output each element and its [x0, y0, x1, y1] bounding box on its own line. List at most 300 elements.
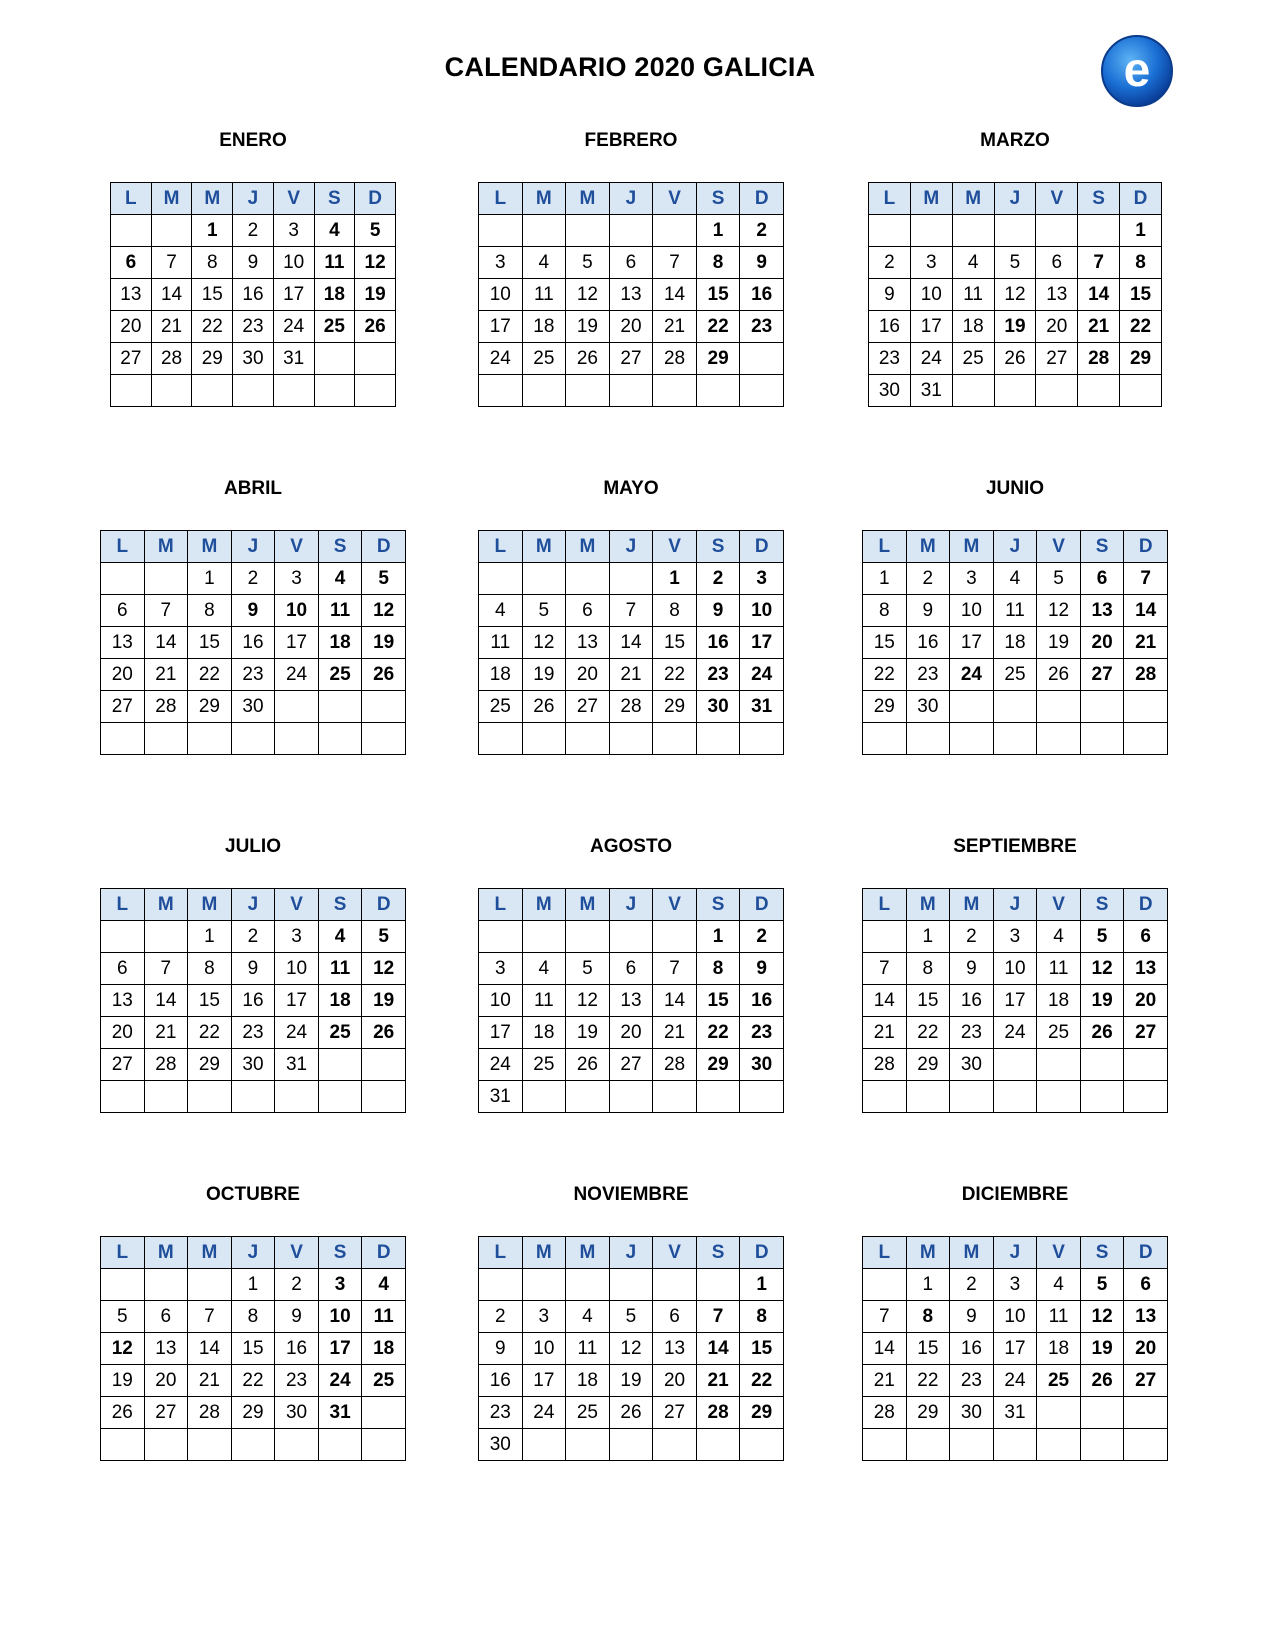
day-cell: 1: [863, 563, 907, 595]
month-title: MARZO: [980, 130, 1050, 151]
weekday-header: M: [151, 183, 192, 215]
day-cell: 20: [1124, 985, 1168, 1017]
day-cell: 30: [479, 1429, 523, 1461]
day-cell: 1: [696, 921, 740, 953]
day-cell: 9: [479, 1333, 523, 1365]
day-cell: 18: [318, 627, 362, 659]
weekday-header: M: [910, 183, 952, 215]
day-cell: 19: [566, 1017, 610, 1049]
day-cell: 17: [993, 985, 1037, 1017]
day-cell: 27: [1036, 343, 1078, 375]
day-cell: 21: [609, 659, 653, 691]
week-row: [479, 375, 784, 407]
day-cell: 23: [740, 1017, 784, 1049]
day-cell: 5: [1080, 1269, 1124, 1301]
day-cell: 3: [318, 1269, 362, 1301]
day-cell: 9: [950, 1301, 994, 1333]
day-cell: 16: [906, 627, 950, 659]
day-cell: 26: [1080, 1365, 1124, 1397]
empty-cell: [522, 921, 566, 953]
empty-cell: [231, 723, 275, 755]
day-cell: 19: [1080, 1333, 1124, 1365]
day-cell: 24: [318, 1365, 362, 1397]
weekday-header: M: [950, 889, 994, 921]
day-cell: 7: [653, 953, 697, 985]
empty-cell: [479, 921, 523, 953]
weekday-header: S: [696, 1237, 740, 1269]
day-cell: 26: [101, 1397, 145, 1429]
day-cell: 20: [111, 311, 152, 343]
empty-cell: [1037, 1397, 1081, 1429]
day-cell: 16: [950, 985, 994, 1017]
week-row: [479, 985, 784, 1017]
weekday-header: V: [653, 531, 697, 563]
day-cell: 20: [609, 1017, 653, 1049]
day-cell: 29: [696, 343, 740, 375]
empty-cell: [1124, 1081, 1168, 1113]
empty-cell: [522, 563, 566, 595]
empty-cell: [144, 921, 188, 953]
weekday-header: J: [231, 531, 275, 563]
weekday-header-row: [479, 531, 784, 563]
day-cell: 28: [1078, 343, 1120, 375]
day-cell: 27: [101, 691, 145, 723]
empty-cell: [101, 1429, 145, 1461]
day-cell: 18: [1037, 985, 1081, 1017]
month-table: [478, 182, 784, 407]
day-cell: 31: [910, 375, 952, 407]
day-cell: 19: [362, 985, 406, 1017]
week-row: [479, 921, 784, 953]
day-cell: 3: [522, 1301, 566, 1333]
empty-cell: [318, 1081, 362, 1113]
day-cell: 9: [950, 953, 994, 985]
month-table: [100, 888, 406, 1113]
day-cell: 12: [1080, 953, 1124, 985]
day-cell: 19: [101, 1365, 145, 1397]
day-cell: 24: [275, 659, 319, 691]
day-cell: 21: [144, 659, 188, 691]
weekday-header: J: [993, 889, 1037, 921]
day-cell: 15: [906, 985, 950, 1017]
weekday-header: M: [566, 183, 610, 215]
weekday-header: L: [111, 183, 152, 215]
weekday-header: S: [318, 889, 362, 921]
weekday-header: M: [522, 889, 566, 921]
day-cell: 2: [950, 1269, 994, 1301]
day-cell: 6: [144, 1301, 188, 1333]
empty-cell: [188, 1081, 232, 1113]
day-cell: 27: [609, 343, 653, 375]
empty-cell: [696, 723, 740, 755]
day-cell: 2: [231, 563, 275, 595]
weekday-header: S: [314, 183, 355, 215]
day-cell: 6: [1036, 247, 1078, 279]
empty-cell: [863, 1081, 907, 1113]
day-cell: 20: [1080, 627, 1124, 659]
weekday-header: M: [566, 531, 610, 563]
week-row: [101, 1333, 406, 1365]
day-cell: 17: [479, 311, 523, 343]
day-cell: 18: [993, 627, 1037, 659]
day-cell: 2: [950, 921, 994, 953]
day-cell: 17: [318, 1333, 362, 1365]
week-row: [101, 921, 406, 953]
day-cell: 23: [696, 659, 740, 691]
empty-cell: [522, 723, 566, 755]
weekday-header-row: [863, 531, 1168, 563]
empty-cell: [696, 1269, 740, 1301]
weekday-header: L: [863, 889, 907, 921]
empty-cell: [188, 1269, 232, 1301]
day-cell: 23: [950, 1365, 994, 1397]
weekday-header: D: [362, 1237, 406, 1269]
empty-cell: [362, 723, 406, 755]
weekday-header: D: [740, 183, 784, 215]
day-cell: 14: [144, 627, 188, 659]
day-cell: 1: [1120, 215, 1162, 247]
day-cell: 2: [906, 563, 950, 595]
day-cell: 9: [233, 247, 274, 279]
empty-cell: [314, 343, 355, 375]
weekday-header: S: [696, 531, 740, 563]
empty-cell: [101, 921, 145, 953]
weekday-header: V: [1037, 889, 1081, 921]
empty-cell: [609, 921, 653, 953]
day-cell: 4: [1037, 921, 1081, 953]
day-cell: 10: [993, 1301, 1037, 1333]
month-table: [110, 182, 396, 407]
month-julio: [100, 836, 406, 1136]
week-row: [101, 1081, 406, 1113]
empty-cell: [950, 723, 994, 755]
weekday-header: V: [1037, 1237, 1081, 1269]
day-cell: 22: [696, 311, 740, 343]
empty-cell: [1124, 723, 1168, 755]
day-cell: 5: [994, 247, 1036, 279]
day-cell: 23: [479, 1397, 523, 1429]
day-cell: 30: [950, 1049, 994, 1081]
empty-cell: [188, 1429, 232, 1461]
week-row: [101, 723, 406, 755]
day-cell: 2: [740, 215, 784, 247]
empty-cell: [144, 1081, 188, 1113]
week-row: [479, 247, 784, 279]
day-cell: 7: [144, 953, 188, 985]
day-cell: 8: [906, 1301, 950, 1333]
month-noviembre: [478, 1184, 784, 1484]
week-row: [111, 343, 396, 375]
day-cell: 16: [231, 985, 275, 1017]
weekday-header: J: [609, 889, 653, 921]
weekday-header: V: [273, 183, 314, 215]
day-cell: 24: [740, 659, 784, 691]
day-cell: 17: [910, 311, 952, 343]
day-cell: 22: [1120, 311, 1162, 343]
day-cell: 26: [566, 343, 610, 375]
empty-cell: [653, 1081, 697, 1113]
month-mayo: [478, 478, 784, 778]
empty-cell: [566, 921, 610, 953]
day-cell: 1: [231, 1269, 275, 1301]
empty-cell: [1124, 1049, 1168, 1081]
weekday-header-row: [869, 183, 1162, 215]
day-cell: 11: [1037, 1301, 1081, 1333]
weekday-header: D: [362, 889, 406, 921]
day-cell: 28: [696, 1397, 740, 1429]
empty-cell: [696, 1429, 740, 1461]
day-cell: 20: [1036, 311, 1078, 343]
day-cell: 24: [522, 1397, 566, 1429]
weekday-header: L: [863, 531, 907, 563]
empty-cell: [355, 343, 396, 375]
empty-cell: [863, 1429, 907, 1461]
week-row: [479, 953, 784, 985]
day-cell: 5: [362, 563, 406, 595]
week-row: [863, 1049, 1168, 1081]
day-cell: 18: [522, 311, 566, 343]
weekday-header: D: [1124, 531, 1168, 563]
empty-cell: [740, 343, 784, 375]
weekday-header: M: [188, 1237, 232, 1269]
day-cell: 16: [479, 1365, 523, 1397]
day-cell: 21: [188, 1365, 232, 1397]
day-cell: 11: [314, 247, 355, 279]
day-cell: 6: [101, 595, 145, 627]
weekday-header-row: [479, 183, 784, 215]
day-cell: 4: [522, 953, 566, 985]
week-row: [479, 723, 784, 755]
day-cell: 6: [111, 247, 152, 279]
day-cell: 3: [910, 247, 952, 279]
week-row: [101, 595, 406, 627]
month-table: [862, 1236, 1168, 1461]
week-row: [101, 563, 406, 595]
empty-cell: [144, 723, 188, 755]
day-cell: 8: [188, 953, 232, 985]
month-enero: [110, 130, 396, 430]
weekday-header: S: [696, 889, 740, 921]
day-cell: 4: [522, 247, 566, 279]
day-cell: 24: [910, 343, 952, 375]
day-cell: 1: [188, 921, 232, 953]
day-cell: 22: [192, 311, 233, 343]
weekday-header: M: [144, 889, 188, 921]
empty-cell: [740, 375, 784, 407]
weekday-header: D: [740, 1237, 784, 1269]
empty-cell: [609, 1429, 653, 1461]
day-cell: 23: [233, 311, 274, 343]
weekday-header: V: [275, 889, 319, 921]
day-cell: 19: [566, 311, 610, 343]
weekday-header: M: [192, 183, 233, 215]
empty-cell: [609, 563, 653, 595]
week-row: [479, 1049, 784, 1081]
weekday-header: M: [144, 1237, 188, 1269]
week-row: [101, 1017, 406, 1049]
day-cell: 30: [950, 1397, 994, 1429]
weekday-header-row: [863, 1237, 1168, 1269]
day-cell: 8: [188, 595, 232, 627]
day-cell: 7: [1078, 247, 1120, 279]
empty-cell: [863, 921, 907, 953]
weekday-header: S: [318, 1237, 362, 1269]
empty-cell: [609, 1081, 653, 1113]
day-cell: 24: [993, 1365, 1037, 1397]
day-cell: 23: [231, 1017, 275, 1049]
day-cell: 20: [101, 1017, 145, 1049]
day-cell: 25: [566, 1397, 610, 1429]
day-cell: 12: [1037, 595, 1081, 627]
day-cell: 18: [952, 311, 994, 343]
day-cell: 29: [188, 691, 232, 723]
day-cell: 24: [273, 311, 314, 343]
day-cell: 25: [1037, 1017, 1081, 1049]
day-cell: 13: [609, 279, 653, 311]
week-row: [479, 1365, 784, 1397]
day-cell: 22: [863, 659, 907, 691]
weekday-header-row: [863, 889, 1168, 921]
weekday-header: L: [479, 889, 523, 921]
day-cell: 8: [696, 953, 740, 985]
day-cell: 30: [696, 691, 740, 723]
empty-cell: [1080, 691, 1124, 723]
day-cell: 29: [906, 1397, 950, 1429]
day-cell: 4: [362, 1269, 406, 1301]
week-row: [863, 1397, 1168, 1429]
month-title: NOVIEMBRE: [573, 1184, 689, 1205]
week-row: [101, 659, 406, 691]
day-cell: 19: [1080, 985, 1124, 1017]
day-cell: 12: [1080, 1301, 1124, 1333]
day-cell: 16: [869, 311, 911, 343]
day-cell: 25: [314, 311, 355, 343]
day-cell: 1: [696, 215, 740, 247]
month-table: [862, 888, 1168, 1113]
day-cell: 7: [144, 595, 188, 627]
day-cell: 18: [314, 279, 355, 311]
empty-cell: [609, 375, 653, 407]
week-row: [863, 985, 1168, 1017]
weekday-header-row: [101, 889, 406, 921]
week-row: [863, 563, 1168, 595]
empty-cell: [1080, 723, 1124, 755]
day-cell: 26: [609, 1397, 653, 1429]
month-title: DICIEMBRE: [961, 1184, 1069, 1205]
day-cell: 6: [609, 247, 653, 279]
empty-cell: [740, 1429, 784, 1461]
day-cell: 21: [653, 1017, 697, 1049]
weekday-header-row: [101, 1237, 406, 1269]
day-cell: 6: [653, 1301, 697, 1333]
day-cell: 31: [993, 1397, 1037, 1429]
week-row: [101, 1049, 406, 1081]
day-cell: 22: [231, 1365, 275, 1397]
empty-cell: [318, 1049, 362, 1081]
weekday-header: M: [188, 889, 232, 921]
empty-cell: [869, 215, 911, 247]
week-row: [863, 659, 1168, 691]
day-cell: 10: [318, 1301, 362, 1333]
day-cell: 3: [950, 563, 994, 595]
weekday-header: M: [906, 531, 950, 563]
day-cell: 13: [1080, 595, 1124, 627]
empty-cell: [952, 375, 994, 407]
empty-cell: [653, 723, 697, 755]
day-cell: 15: [696, 985, 740, 1017]
empty-cell: [1080, 1049, 1124, 1081]
weekday-header: L: [101, 531, 145, 563]
e-logo-icon: [1100, 34, 1174, 108]
empty-cell: [1124, 691, 1168, 723]
weekday-header: L: [869, 183, 911, 215]
weekday-header: V: [653, 1237, 697, 1269]
empty-cell: [522, 215, 566, 247]
empty-cell: [479, 563, 523, 595]
weekday-header: J: [994, 183, 1036, 215]
empty-cell: [1037, 723, 1081, 755]
month-table: [100, 1236, 406, 1461]
week-row: [479, 1429, 784, 1461]
day-cell: 30: [906, 691, 950, 723]
empty-cell: [1124, 1397, 1168, 1429]
month-abril: [100, 478, 406, 778]
empty-cell: [362, 691, 406, 723]
day-cell: 9: [740, 247, 784, 279]
day-cell: 29: [1120, 343, 1162, 375]
day-cell: 4: [479, 595, 523, 627]
empty-cell: [151, 375, 192, 407]
month-octubre: [100, 1184, 406, 1484]
day-cell: 13: [566, 627, 610, 659]
month-diciembre: [862, 1184, 1168, 1484]
day-cell: 19: [362, 627, 406, 659]
month-title: AGOSTO: [590, 836, 672, 857]
month-title: FEBRERO: [584, 130, 678, 151]
page-title: CALENDARIO 2020 GALICIA: [444, 52, 816, 82]
week-row: [101, 1301, 406, 1333]
day-cell: 25: [318, 659, 362, 691]
day-cell: 5: [362, 921, 406, 953]
day-cell: 25: [522, 1049, 566, 1081]
week-row: [869, 215, 1162, 247]
day-cell: 13: [609, 985, 653, 1017]
day-cell: 8: [231, 1301, 275, 1333]
weekday-header-row: [479, 889, 784, 921]
day-cell: 27: [653, 1397, 697, 1429]
empty-cell: [231, 1081, 275, 1113]
weekday-header: J: [609, 183, 653, 215]
empty-cell: [993, 723, 1037, 755]
month-table: [868, 182, 1162, 407]
day-cell: 12: [566, 985, 610, 1017]
empty-cell: [188, 723, 232, 755]
day-cell: 1: [653, 563, 697, 595]
weekday-header: S: [1080, 889, 1124, 921]
day-cell: 13: [1124, 1301, 1168, 1333]
empty-cell: [231, 1429, 275, 1461]
day-cell: 30: [233, 343, 274, 375]
empty-cell: [566, 563, 610, 595]
day-cell: 9: [869, 279, 911, 311]
day-cell: 7: [863, 1301, 907, 1333]
week-row: [101, 953, 406, 985]
day-cell: 20: [653, 1365, 697, 1397]
day-cell: 7: [696, 1301, 740, 1333]
empty-cell: [1078, 375, 1120, 407]
day-cell: 15: [653, 627, 697, 659]
empty-cell: [994, 215, 1036, 247]
